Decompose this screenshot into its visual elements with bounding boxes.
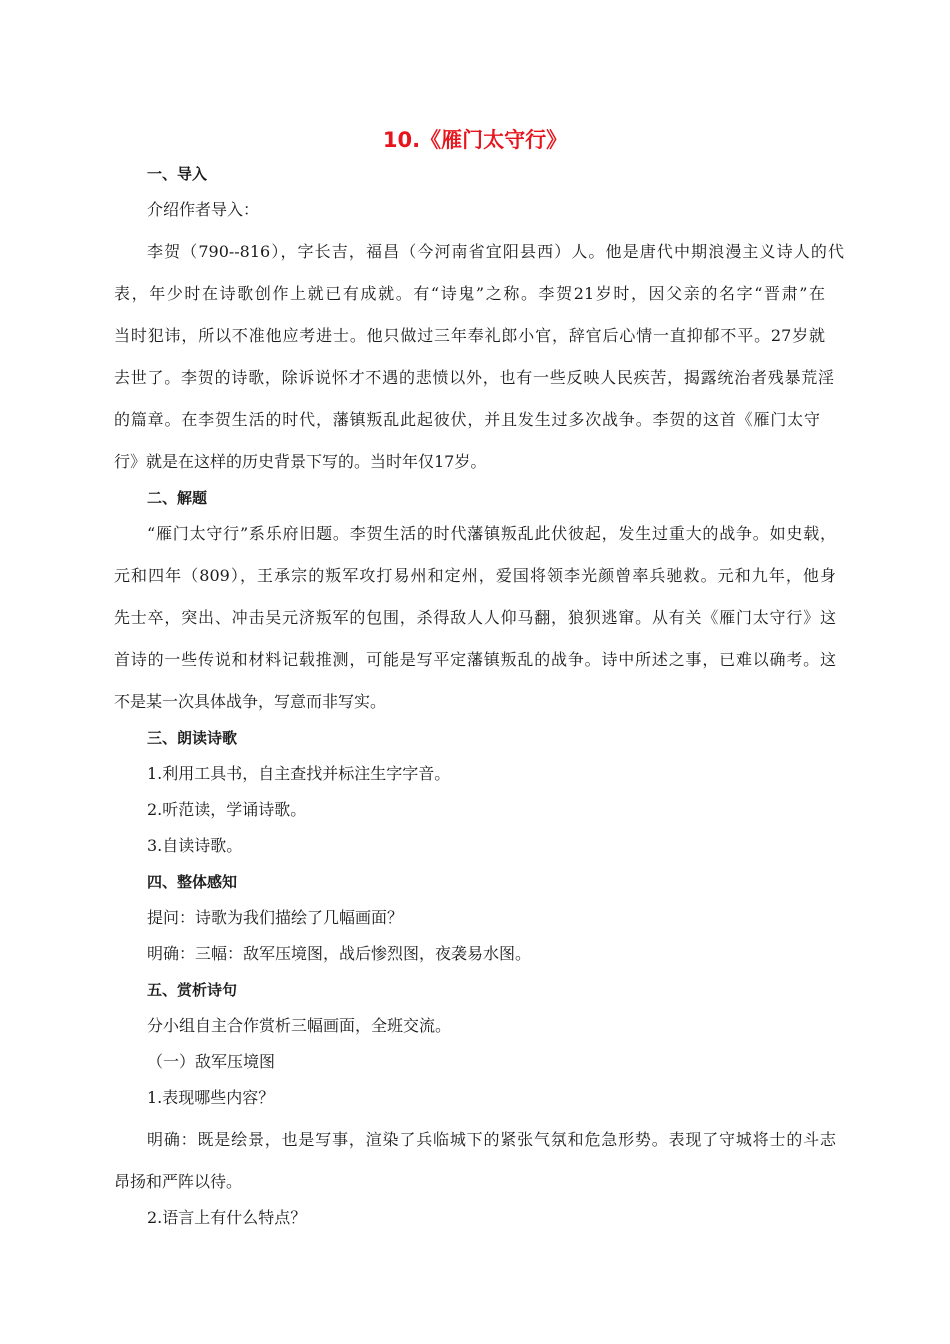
answer-line: 昂扬和严阵以待。 [114,1172,243,1191]
question-line: 2.语言上有什么特点？ [147,1208,307,1227]
paragraph-line: 分小组自主合作赏析三幅画面，全班交流。 [147,1016,452,1035]
section-heading-reading: 三、朗读诗歌 [147,729,238,747]
paragraph-line: 的篇章。在李贺生活的时代，藩镇叛乱此起彼伏，并且发生过多次战争。李贺的这首《雁门太守 [114,410,820,429]
paragraph-line: 先士卒，突出、冲击吴元济叛军的包围，杀得敌人人仰马翻，狼狈逃窜。从有关《雁门太守行》这 [114,608,836,627]
section-heading-appreciation: 五、赏析诗句 [147,981,238,999]
section-heading-title-explain: 二、解题 [147,489,208,507]
document-title: 10.《雁门太守行》 [382,128,568,152]
list-item: 2.听范读，学诵诗歌。 [147,800,307,819]
paragraph-line: “雁门太守行”系乐府旧题。李贺生活的时代藩镇叛乱此伏彼起，发生过重大的战争。如史载， [147,524,836,543]
paragraph-line: 李贺（790--816），字长吉，福昌（今河南省宜阳县西）人。他是唐代中期浪漫主义诗人的代 [147,242,844,261]
question-line: 提问：诗歌为我们描绘了几幅画面？ [147,908,404,927]
list-item: 1.利用工具书，自主查找并标注生字字音。 [147,764,451,783]
section-heading-overview: 四、整体感知 [147,873,238,891]
question-line: 1.表现哪些内容？ [147,1088,275,1107]
paragraph-line: 首诗的一些传说和材料记载推测，可能是写平定藩镇叛乱的战争。诗中所述之事，已难以确考。这 [114,650,836,669]
paragraph-line: 不是某一次具体战争，写意而非写实。 [114,692,387,711]
paragraph-line: 当时犯讳，所以不准他应考进士。他只做过三年奉礼郎小官，辞官后心情一直抑郁不平。27岁就 [114,326,825,345]
subsection-heading: （一）敌军压境图 [147,1052,276,1071]
section-heading-intro: 一、导入 [147,165,208,183]
paragraph-line: 去世了。李贺的诗歌，除诉说怀才不遇的悲愤以外，也有一些反映人民疾苦，揭露统治者残暴荒淫 [114,368,834,387]
list-item: 3.自读诗歌。 [147,836,243,855]
paragraph-line: 元和四年（809），王承宗的叛军攻打易州和定州，爱国将领李光颜曾率兵驰救。元和九年，他身 [114,566,836,585]
answer-line: 明确：既是绘景，也是写事，渲染了兵临城下的紧张气氛和危急形势。表现了守城将士的斗志 [147,1130,836,1149]
paragraph-line: 表，年少时在诗歌创作上就已有成就。有“诗鬼”之称。李贺21岁时，因父亲的名字“晋肃”在 [114,284,825,303]
paragraph-line: 行》就是在这样的历史背景下写的。当时年仅17岁。 [114,452,487,471]
answer-line: 明确：三幅：敌军压境图，战后惨烈图，夜袭易水图。 [147,944,532,963]
paragraph-line: 介绍作者导入： [147,200,260,219]
